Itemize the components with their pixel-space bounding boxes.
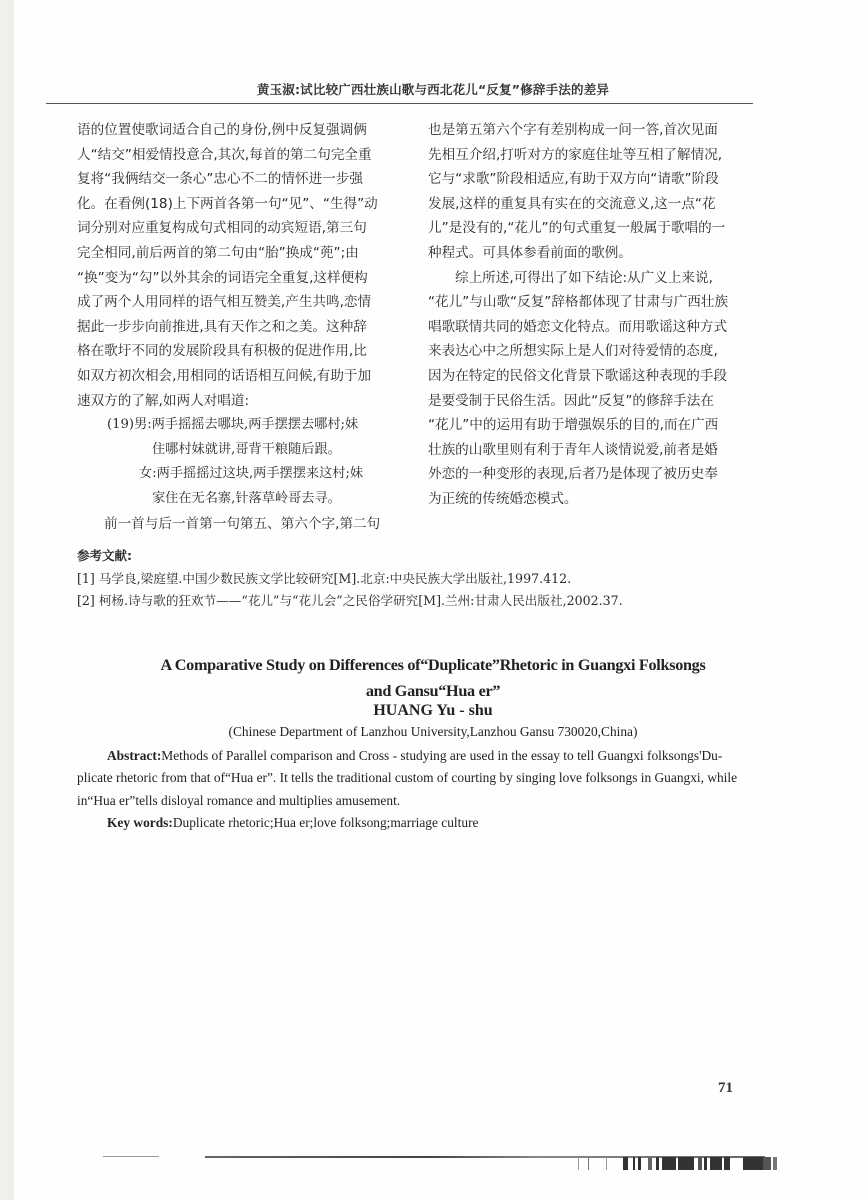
left-paragraph-1	[77, 118, 411, 413]
header-rule	[46, 103, 753, 104]
abstract-label: Abstract:	[107, 748, 162, 763]
text-line: 词分别对应重复构成句式相同的动宾短语,第三句	[77, 220, 367, 237]
abstract-text: in“Hua er”tells disloyal romance and multiplies amusement.	[77, 792, 401, 808]
text-line: 综上所述,可得出了如下结论:从广义上来说,	[455, 269, 713, 286]
text-line: 为正统的传统婚恋模式。	[428, 490, 578, 507]
text-line: 复将“我俩结交一条心”忠心不二的情怀进一步强	[77, 171, 363, 188]
english-affiliation: (Chinese Department of Lanzhou University,Lanzhou Gansu 730020,China)	[228, 724, 638, 739]
text-line: 成了两个人用同样的语气相互赞美,产生共鸣,恋情	[77, 294, 372, 311]
text-line: 前一首与后一首第一句第五、第六个字,第二句	[104, 515, 381, 532]
text-line: 人“结交”相爱情投意合,其次,每首的第二句完全重	[77, 146, 372, 163]
text-line: 先相互介绍,打听对方的家庭住址等互相了解情况,	[428, 146, 723, 163]
text-line: 据此一步步向前推进,具有天作之和之美。这种辞	[77, 318, 367, 335]
text-line: “花儿”与山歌“反复”辞格都体现了甘肃与广西壮族	[428, 294, 729, 311]
text-line: 因为在特定的民俗文化背景下歌谣这种表现的手段	[428, 367, 728, 384]
text-line: 速双方的了解,如两人对唱道:	[77, 392, 250, 409]
text-line: 壮族的山歌里则有利于青年人谈情说爱,前者是婚	[428, 441, 718, 458]
text-line: 完全相同,前后两首的第二句由“胎”换成“蔸”;由	[77, 244, 359, 261]
abstract-text: Methods of Parallel comparison and Cross - studying are used in the essay to tell Guangxi folksongs'Du-	[161, 748, 723, 763]
page-number: 71	[718, 1080, 733, 1096]
keywords-text: Duplicate rhetoric;Hua er;love folksong;marriage culture	[172, 814, 479, 830]
text-line: 是要受制于民俗生活。因此“反复”的修辞手法在	[428, 392, 714, 409]
english-title-line: and Gansu“Hua er”	[365, 682, 501, 700]
song-line: (19)男:两手摇摇去哪块,两手摆摆去哪村;妹	[107, 417, 359, 433]
english-abstract	[77, 745, 777, 834]
text-line: “花儿”中的运用有助于增强娱乐的目的,而在广西	[428, 417, 719, 434]
text-line: 语的位置使歌词适合自己的身份,例中反复强调俩	[77, 122, 367, 138]
reference-item: [2] 柯杨.诗与歌的狂欢节——“花儿”与“花儿会”之民俗学研究[M].兰州:甘肃人民出版社,2002.37.	[77, 593, 623, 608]
abstract-text: plicate rhetoric from that of“Hua er”. It tells the traditional custom of courting by singing love folksongs in Guangxi, while	[77, 770, 738, 786]
scan-artifact-marks	[578, 1157, 808, 1170]
song-example-19	[77, 413, 411, 511]
text-line: 种程式。可具体参看前面的歌例。	[428, 244, 632, 261]
english-title-line: A Comparative Study on Differences of“Duplicate”Rhetoric in Guangxi Folksongs	[160, 656, 706, 674]
text-line: 发展,这样的重复具有实在的交流意义,这一点“花	[428, 195, 716, 212]
right-column	[428, 118, 792, 512]
text-line: 如双方初次相会,用相同的话语相互问候,有助于加	[77, 367, 372, 384]
footer-rule	[103, 1156, 159, 1157]
right-paragraph-2	[428, 266, 792, 512]
keywords-line	[77, 812, 777, 834]
song-line: 住哪村妹就讲,哥背干粮随后跟。	[152, 441, 341, 457]
references	[77, 545, 777, 613]
abstract-first-line	[77, 745, 777, 767]
keywords-label: Key words:	[107, 814, 173, 830]
text-line: 儿”是没有的,“花儿”的句式重复一般属于歌唱的一	[428, 220, 726, 237]
text-line: 它与“求歌”阶段相适应,有助于双方向“请歌”阶段	[428, 171, 719, 188]
text-line: 外恋的一种变形的表现,后者乃是体现了被历史奉	[428, 466, 718, 483]
text-line: 唱歌联情共同的婚恋文化特点。而用歌谣这种方式	[428, 318, 728, 335]
scan-edge	[0, 0, 14, 1200]
text-line: 来表达心中之所想实际上是人们对待爱情的态度,	[428, 343, 718, 360]
references-heading: 参考文献:	[77, 548, 132, 563]
left-paragraph-2	[77, 512, 411, 537]
text-line: 也是第五第六个字有差别构成一问一答,首次见面	[428, 122, 718, 138]
song-line: 女:两手摇摇过这块,两手摆摆来这村;妹	[139, 466, 364, 482]
song-line: 家住在无名寨,针落草岭哥去寻。	[152, 490, 341, 506]
english-title	[0, 652, 866, 704]
text-line: “换”变为“勾”以外其余的词语完全重复,这样便构	[77, 269, 368, 286]
text-line: 化。在看例(18)上下两首各第一句“见”、“生得”动	[77, 195, 378, 212]
right-paragraph-1	[428, 118, 792, 266]
english-author: HUANG Yu - shu	[373, 702, 493, 719]
left-column	[77, 118, 411, 536]
reference-item: [1] 马学良,梁庭望.中国少数民族文学比较研究[M].北京:中央民族大学出版社,1997.412.	[77, 570, 572, 586]
text-line: 格在歌圩不同的发展阶段具有积极的促进作用,比	[77, 343, 367, 360]
running-head: 黄玉淑:试比较广西壮族山歌与西北花儿“反复”修辞手法的差异	[256, 82, 610, 97]
